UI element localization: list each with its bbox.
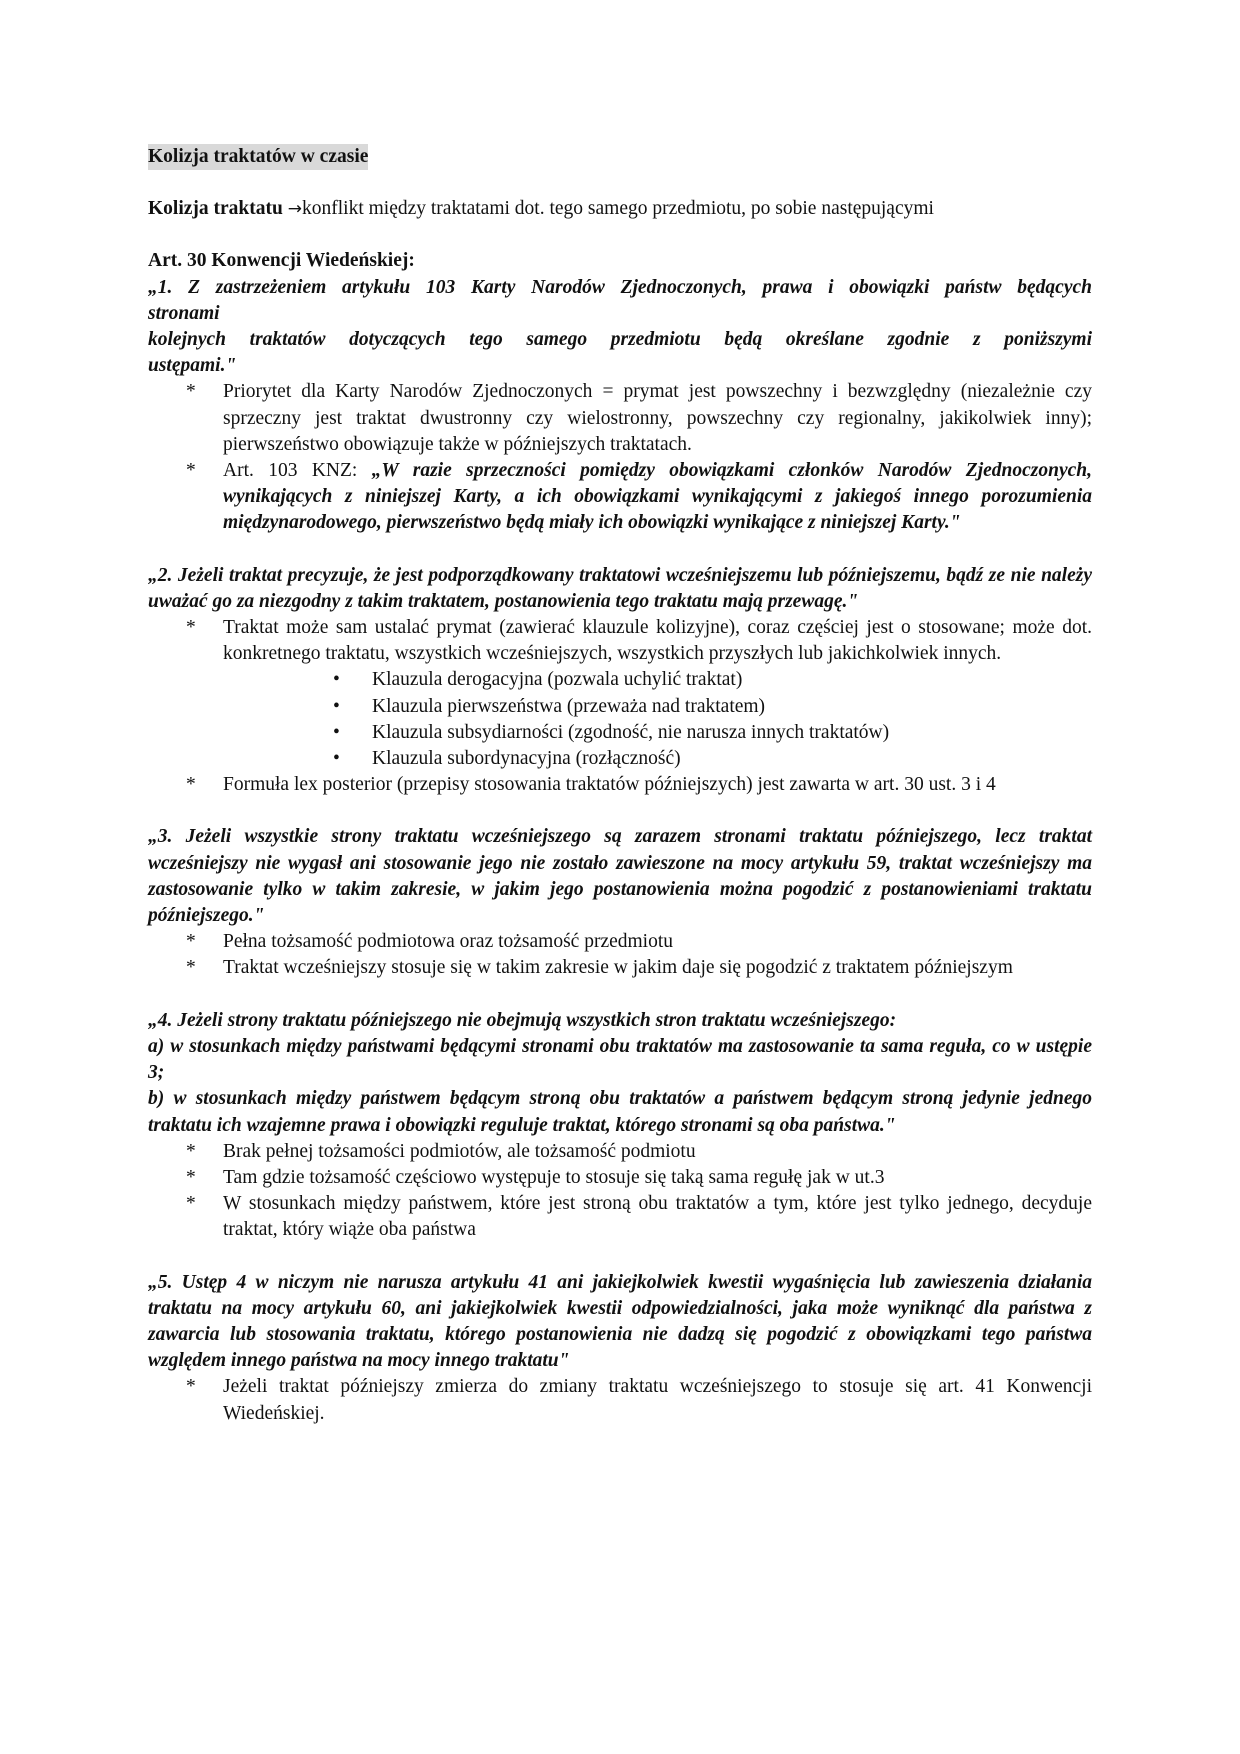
list-item [148, 1374, 1092, 1426]
sub-bullet-marker: • [333, 721, 340, 743]
bullet-marker: * [186, 1140, 196, 1162]
list-item [148, 955, 1092, 981]
quote-3: „3. Jeżeli wszystkie strony traktatu wcześniejszego są zarazem stronami traktatu późniejszego, lecz traktat wcześniejszy nie wygasł ani stosowanie jego nie zostało zawieszone na mocy artykułu 59, traktat wcześniejszy ma zastosowanie tylko w takim zakresie, w jakim jego postanowienia można pogodzić z postanowieniami traktatu późniejszego." [148, 826, 1092, 927]
sub-bullet-text: Klauzula subsydiarności (zgodność, nie narusza innych traktatów) [372, 721, 890, 743]
bullet-marker: * [186, 931, 196, 953]
sub-bullet-marker: • [333, 748, 340, 770]
quote-2: „2. Jeżeli traktat precyzuje, że jest podporządkowany traktatowi wcześniejszemu lub późniejszemu, bądź ze nie należy uważać go za niezgodny z takim traktatem, postanowienia tego traktatu mają przewagę." [148, 564, 1092, 612]
list-item [148, 929, 1092, 955]
bullet-text: Traktat wcześniejszy stosuje się w takim zakresie w jakim daje się pogodzić z traktatem późniejszym [223, 957, 1013, 979]
quote-4-b: b) w stosunkach między państwem będącym stroną obu traktatów a państwem będącym stroną jedynie jednego traktatu ich wzajemne prawa i obowiązki reguluje traktat, którego stronami są oba państwa." [148, 1088, 1092, 1136]
sub-bullet-text: Klauzula derogacyjna (pozwala uchylić traktat) [372, 669, 743, 691]
quote-5: „5. Ustęp 4 w niczym nie narusza artykułu 41 ani jakiejkolwiek kwestii wygaśnięcia lub zawieszenia działania traktatu na mocy artykułu 60, ani jakiejkolwiek kwestii odpowiedzialności, jaka może wyniknąć dla państwa z zawarcia lub stosowania traktatu, którego postanowienia nie dadzą się pogodzić z obowiązkami tego państwa względem innego państwa na mocy innego traktatu" [148, 1271, 1092, 1372]
bullet-marker: * [186, 1376, 196, 1398]
article-heading: Art. 30 Konwencji Wiedeńskiej: [148, 250, 415, 272]
list-item [148, 379, 1092, 458]
sub-bullet-text: Klauzula pierwszeństwa (przeważa nad traktatem) [372, 695, 766, 717]
sub-list-item [148, 667, 1092, 693]
document-title: Kolizja traktatów w czasie [148, 144, 368, 170]
quote-4-intro: „4. Jeżeli strony traktatu późniejszego nie obejmują wszystkich stron traktatu wcześniejszego: [148, 1009, 897, 1031]
list-item [148, 458, 1092, 537]
bullet-text: Formuła lex posterior (przepisy stosowania traktatów późniejszych) jest zawarta w art. 30 ust. 3 i 4 [223, 774, 996, 796]
bullet-marker: * [186, 381, 196, 403]
quote-1-line-4: ustępami." [148, 355, 237, 377]
document-title-line [148, 144, 1092, 170]
bullet-text: Priorytet dla Karty Narodów Zjednoczonych = prymat jest powszechny i bezwzględny (niezależnie czy sprzeczny jest traktat dwustronny czy wielostronny, powszechny czy regionalny, jakikolwiek inny); pierwszeństwo obowiązuje także w późniejszych traktatach. [223, 381, 1092, 455]
list-item [148, 615, 1092, 667]
bullet-marker: * [186, 1166, 196, 1188]
bullet-quote: „W razie sprzeczności pomiędzy obowiązkami członków Narodów Zjednoczonych, wynikających z niniejszej Karty, a ich obowiązkami wynikającymi z jakiegoś innego porozumienia międzynarodowego, pierwszeństwo będą miały ich obowiązki wynikające z niniejszej Karty." [223, 460, 1092, 534]
quote-1-line-3: kolejnych traktatów dotyczących tego samego przedmiotu będą określane zgodnie z poniższymi [148, 329, 1092, 351]
sub-bullet-text: Klauzula subordynacyjna (rozłączność) [372, 748, 681, 770]
bullet-marker: * [186, 957, 196, 979]
bullet-lead: Art. 103 KNZ: [223, 460, 358, 482]
quote-1-line-1: „1. Z zastrzeżeniem artykułu 103 Karty Narodów Zjednoczonych, prawa i obowiązki państw będących [148, 276, 1092, 298]
list-item [148, 1191, 1092, 1243]
definition-text: konflikt między traktatami dot. tego samego przedmiotu, po sobie następującymi [301, 198, 934, 220]
bullet-text: W stosunkach między państwem, które jest stroną obu traktatów a tym, które jest tylko jednego, decyduje traktat, który wiąże oba państwa [223, 1193, 1092, 1241]
sub-list-item [148, 720, 1092, 746]
list-item [148, 772, 1092, 798]
list-item [148, 1139, 1092, 1165]
document-page [148, 144, 1092, 1427]
bullet-marker: * [186, 460, 196, 482]
arrow-right-icon: → [287, 199, 302, 220]
bullet-marker: * [186, 774, 196, 796]
quote-1-line-2: stronami [148, 302, 220, 324]
bullet-marker: * [186, 617, 196, 639]
definition-term: Kolizja traktatu [148, 198, 283, 220]
sub-list-item [148, 746, 1092, 772]
bullet-text: Pełna tożsamość podmiotowa oraz tożsamość przedmiotu [223, 931, 674, 953]
bullet-text: Jeżeli traktat późniejszy zmierza do zmiany traktatu wcześniejszego to stosuje się art. 41 Konwencji Wiedeńskiej. [223, 1376, 1092, 1424]
sub-bullet-marker: • [333, 695, 340, 717]
sub-bullet-marker: • [333, 669, 340, 691]
definition-line [148, 196, 1092, 222]
bullet-text: Tam gdzie tożsamość częściowo występuje to stosuje się taką sama regułę jak w ut.3 [223, 1166, 885, 1188]
bullet-text: Traktat może sam ustalać prymat (zawierać klauzule kolizyjne), coraz częściej jest o stosowane; może dot. konkretnego traktatu, wszystkich wcześniejszych, wszystkich przyszłych lub jakichkolwiek innych. [223, 617, 1092, 665]
quote-4-a: a) w stosunkach między państwami będącymi stronami obu traktatów ma zastosowanie ta sama reguła, co w ustępie 3; [148, 1035, 1092, 1084]
sub-list-item [148, 694, 1092, 720]
bullet-marker: * [186, 1193, 196, 1215]
bullet-text: Brak pełnej tożsamości podmiotów, ale tożsamość podmiotu [223, 1140, 696, 1162]
list-item [148, 1165, 1092, 1191]
